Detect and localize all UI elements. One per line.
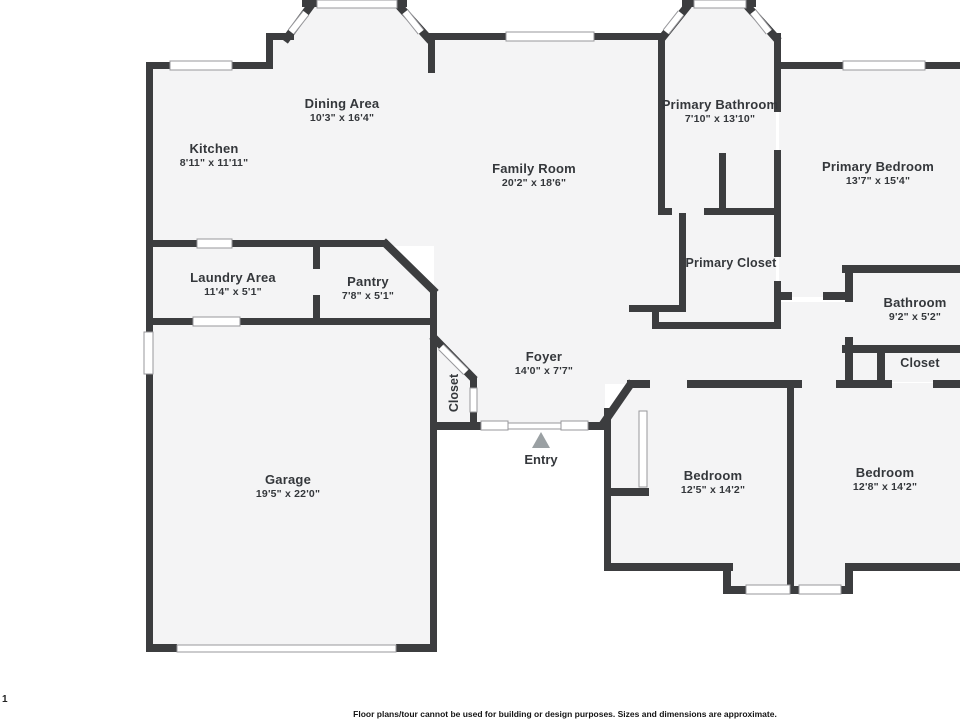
room-label-foyer-closet: Closet — [447, 373, 461, 413]
room-label-family-room: Family Room 20'2" x 18'6" — [492, 161, 576, 190]
room-label-pantry: Pantry 7'8" x 5'1" — [341, 274, 395, 303]
entry-doorway — [508, 423, 561, 429]
room-label-primary-bedroom: Primary Bedroom 13'7" x 15'4" — [821, 159, 935, 188]
room-label-bathroom: Bathroom 9'2" x 5'2" — [883, 295, 947, 324]
page-number: 1 — [2, 694, 8, 705]
floor-areas — [150, 7, 960, 648]
entry-sidelight-window — [481, 421, 508, 430]
room-label-bedroom-left: Bedroom 12'5" x 14'2" — [680, 468, 746, 497]
entry-direction-arrow — [532, 432, 550, 448]
room-label-foyer: Foyer 14'0" x 7'7" — [514, 349, 574, 378]
room-label-garage: Garage 19'5" x 22'0" — [255, 472, 321, 501]
room-label-bedroom-right: Bedroom 12'8" x 14'2" — [852, 465, 918, 494]
room-label-dining-area: Dining Area 10'3" x 16'4" — [304, 96, 380, 125]
footer-disclaimer: Floor plans/tour cannot be used for building or design purposes. Sizes and dimensions are approximate. — [353, 709, 777, 719]
foyer-closet-door — [470, 388, 477, 412]
garage-door — [177, 645, 396, 652]
room-label-laundry-area: Laundry Area 11'4" x 5'1" — [190, 270, 276, 299]
entry-sidelight-window — [561, 421, 588, 430]
entry-label: Entry — [524, 452, 558, 467]
bedroom-closet-sliding-door — [639, 411, 647, 487]
room-label-primary-closet: Primary Closet — [685, 256, 777, 270]
room-label-hall-closet: Closet — [900, 356, 940, 370]
room-label-primary-bathroom: Primary Bathroom 7'10" x 13'10" — [661, 97, 779, 126]
room-label-kitchen: Kitchen 8'11" x 11'11" — [179, 141, 249, 170]
